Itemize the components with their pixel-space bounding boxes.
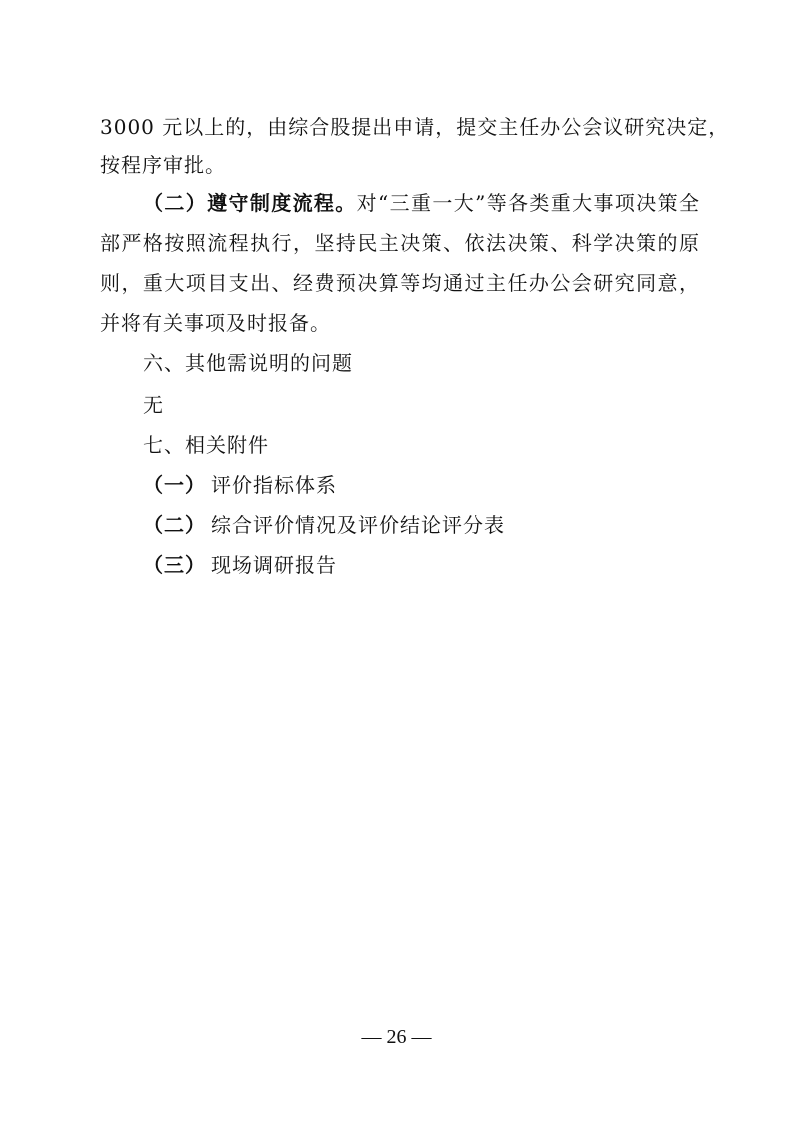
attachment-title: 评价指标体系 (211, 473, 337, 497)
paragraph-1-line-1: 3000 元以上的，由综合股提出申请，提交主任办公会议研究决定， (100, 115, 730, 139)
paragraph-2-lead: （二）遵守制度流程。 (143, 191, 357, 215)
paragraph-1-line-2: 按程序审批。 (100, 153, 226, 177)
attachment-title: 综合评价情况及评价结论评分表 (211, 513, 505, 537)
section-7-heading: 七、相关附件 (143, 433, 269, 457)
paragraph-2-line-1 (143, 190, 700, 216)
section-6-heading: 六、其他需说明的问题 (143, 351, 353, 375)
attachment-number: （一） (143, 473, 206, 497)
paragraph-2-line-3: 则，重大项目支出、经费预决算等均通过主任办公会研究同意， (100, 271, 700, 295)
paragraph-2-line-4: 并将有关事项及时报备。 (100, 311, 331, 335)
paragraph-2-line-1-rest: 对“三重一大”等各类重大事项决策全 (356, 191, 700, 215)
section-6-body: 无 (143, 393, 164, 417)
page-number: — 26 — (361, 1026, 432, 1048)
attachment-number: （三） (143, 553, 206, 577)
attachment-item (143, 472, 700, 498)
attachment-title: 现场调研报告 (211, 553, 337, 577)
paragraph-2-line-2: 部严格按照流程执行，坚持民主决策、依法决策、科学决策的原 (100, 231, 700, 255)
attachment-item (143, 512, 700, 538)
attachment-number: （二） (143, 513, 206, 537)
attachment-item (143, 552, 700, 578)
